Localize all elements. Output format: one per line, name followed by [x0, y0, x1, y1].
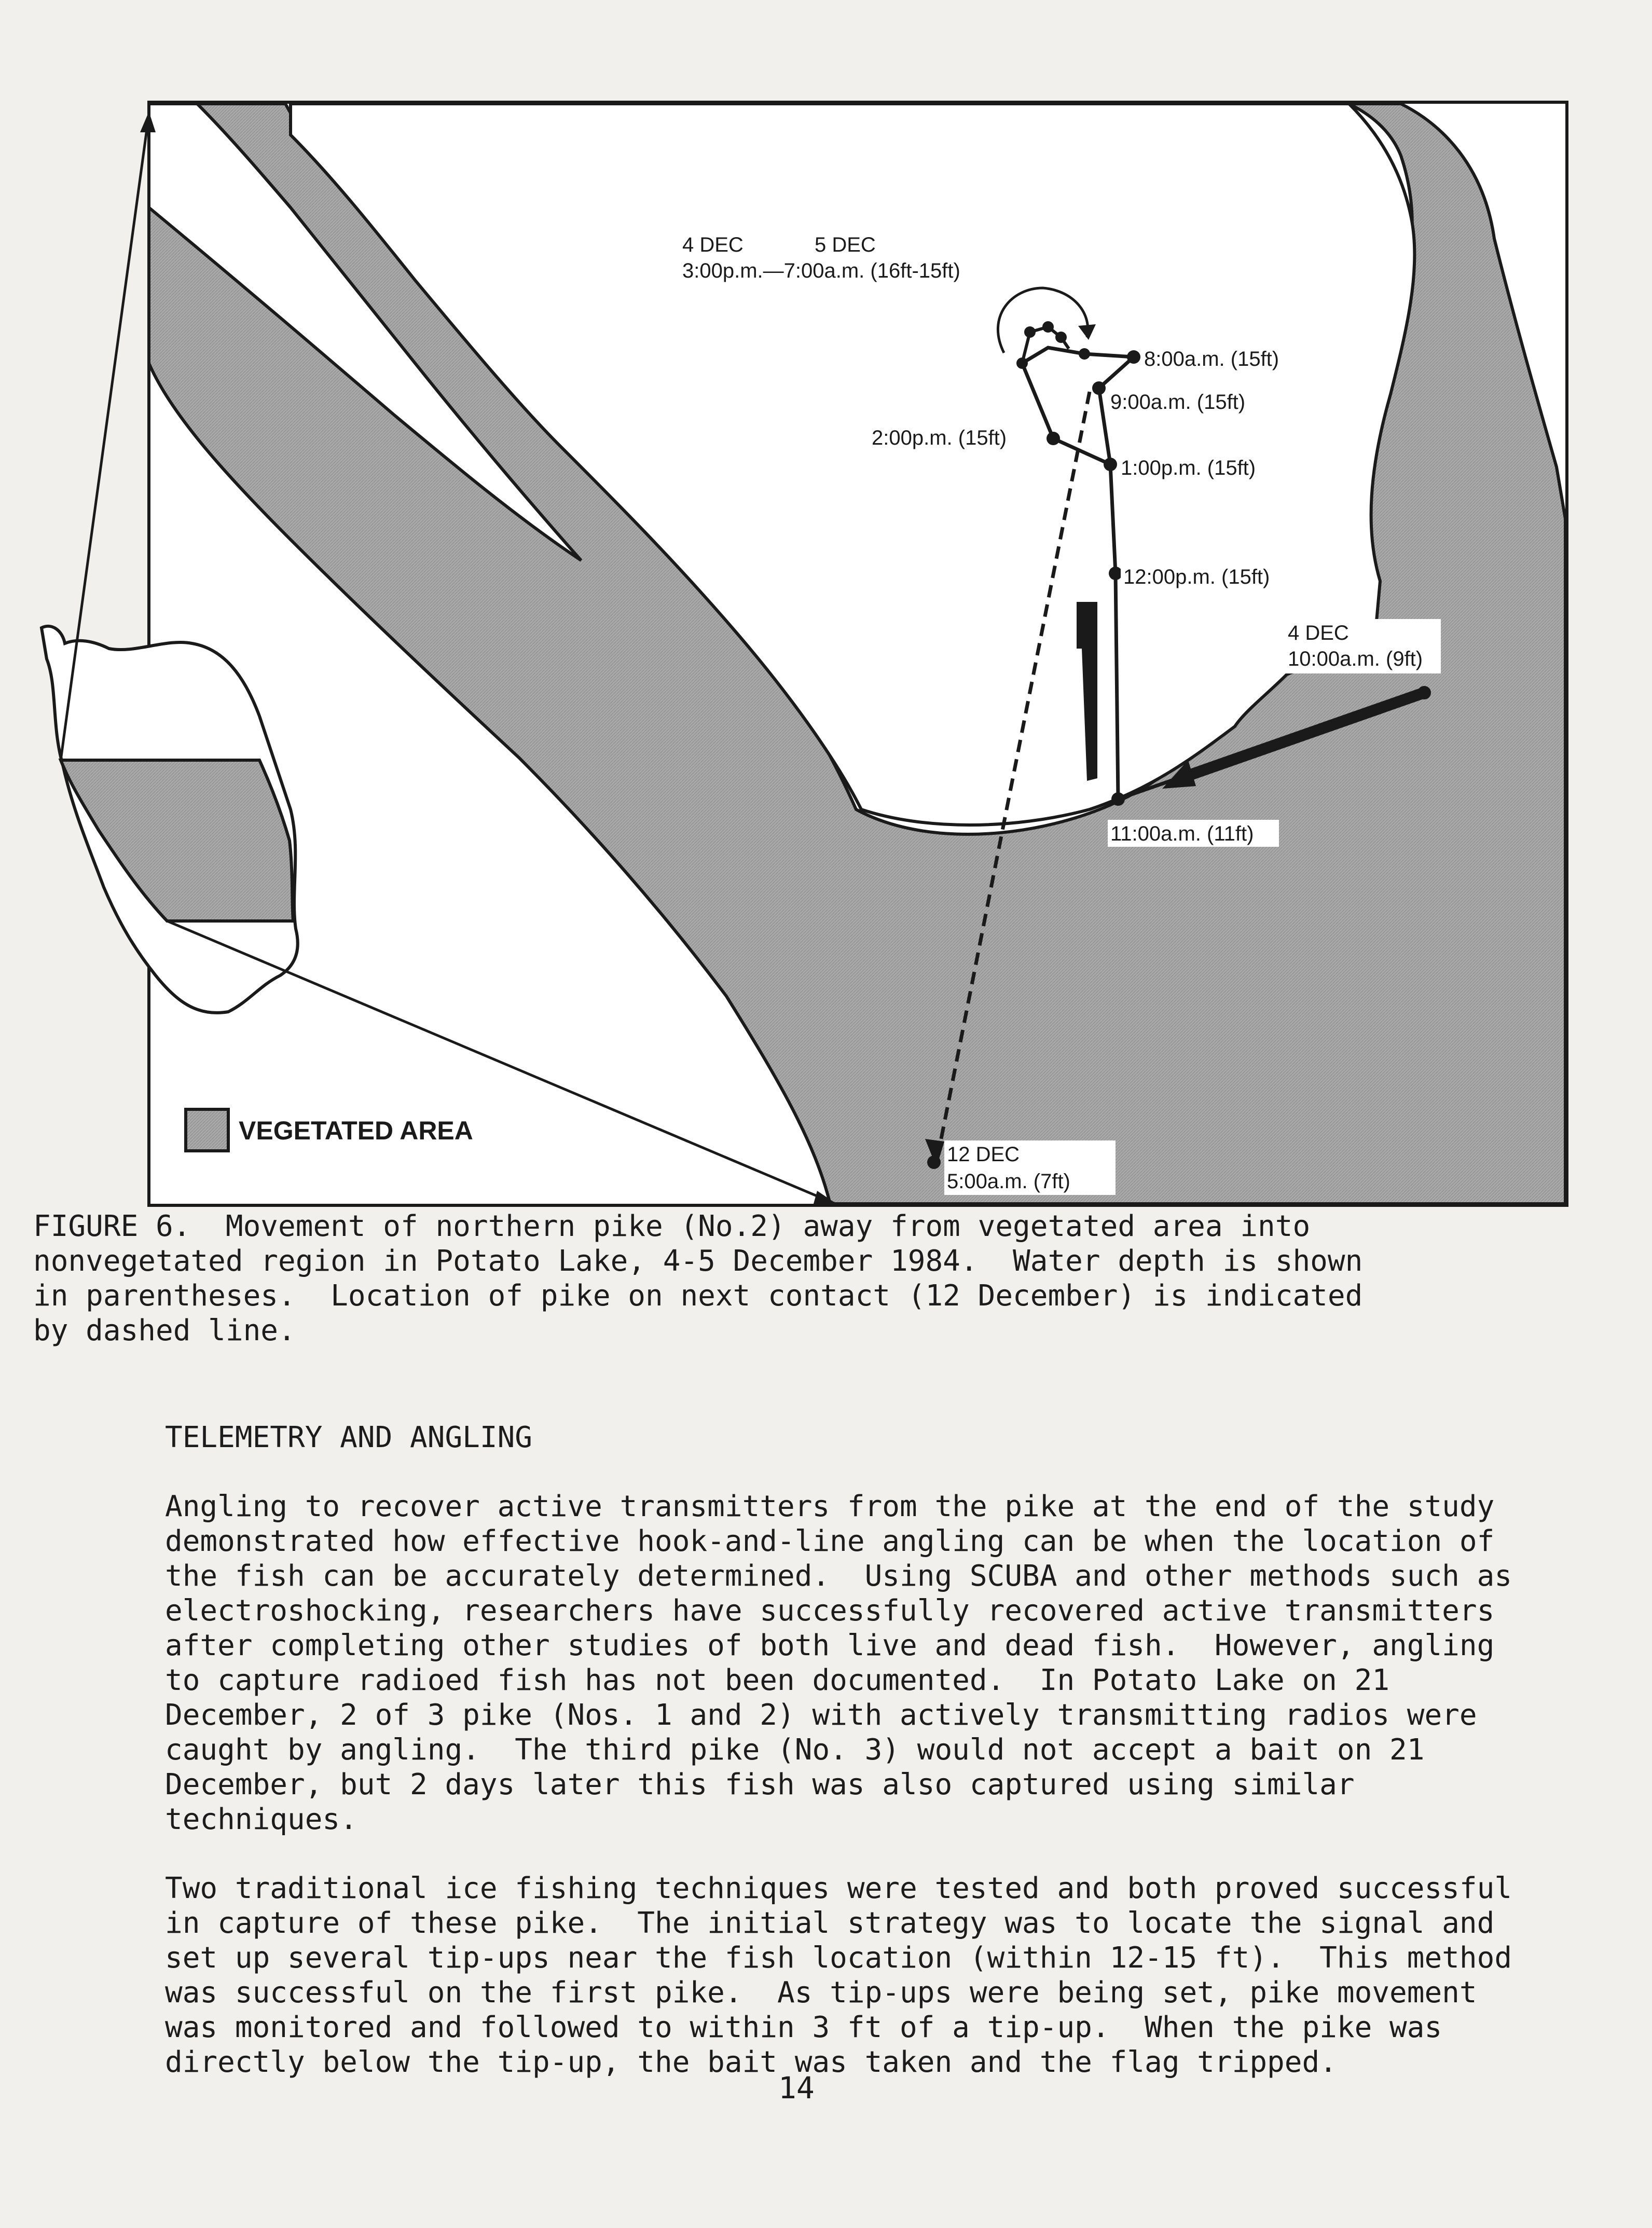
label-0900: 9:00a.m. (15ft) — [1110, 391, 1246, 414]
label-0800: 8:00a.m. (15ft) — [1144, 348, 1279, 370]
figure-caption: FIGURE 6. Movement of northern pike (No.2) away from vegetated area into nonvegetated region in Potato Lake, 4-5 December 1984. Water depth is shown in parentheses. Location of pike on next contact (12 December) is indicated by dashed line. — [33, 1209, 1363, 1347]
label-1300: 1:00p.m. (15ft) — [1121, 457, 1256, 479]
point-overnight-3 — [1042, 321, 1054, 333]
label-1200: 12:00p.m. (15ft) — [1123, 566, 1270, 588]
label-start-time: 10:00a.m. (9ft) — [1288, 648, 1423, 670]
label-dec5-top: 5 DEC — [815, 233, 876, 256]
label-overnight: 3:00p.m.—7:00a.m. (16ft-15ft) — [682, 259, 960, 282]
point-overnight-4 — [1055, 332, 1067, 343]
point-0800 — [1127, 350, 1140, 364]
point-1000 — [1417, 686, 1431, 699]
point-1100 — [1111, 792, 1125, 806]
label-start-date: 4 DEC — [1288, 622, 1349, 644]
paragraph-angling: Angling to recover active transmitters from the pike at the end of the study demonstrated how effective hook-and-line angling can be when the location of the fish can be accurately determined. Using SCUBA and other methods such as electroshocking, researchers have successfully recovered active transmitters after completing other studies of both live and dead fish. However, angling to capture radioed fish has not been documented. In Potato Lake on 21 December, 2 of 3 pike (Nos. 1 and 2) with actively transmitting radios were caught by angling. The third pike (No. 3) would not accept a bait on 21 December, but 2 days later this fish was also captured using similar techniques. — [165, 1490, 1512, 1836]
legend-label: VEGETATED AREA — [239, 1116, 473, 1145]
point-0900 — [1092, 381, 1106, 395]
point-overnight-5 — [1079, 348, 1090, 360]
label-1400: 2:00p.m. (15ft) — [872, 427, 1007, 449]
label-1100: 11:00a.m. (11ft) — [1110, 822, 1254, 845]
point-1400 — [1047, 432, 1060, 445]
point-1200 — [1109, 567, 1122, 580]
point-dec12 — [927, 1156, 941, 1169]
point-overnight-1 — [1016, 357, 1028, 369]
label-end-date: 12 DEC — [947, 1143, 1020, 1166]
paragraph-ice-fishing: Two traditional ice fishing techniques were tested and both proved successful in capture of these pike. The initial strategy was to locate the signal and set up several tip-ups near the fish location (within 12-15 ft). This method was successful on the first pike. As tip-ups were being set, pike movement was monitored and followed to within 3 ft of a tip-up. When the pike was directly below the tip-up, the bait was taken and the flag tripped. — [165, 1872, 1512, 2079]
label-dec4-top: 4 DEC — [682, 233, 744, 256]
page-number: 14 — [778, 2070, 815, 2106]
point-overnight-2 — [1024, 326, 1036, 338]
legend-swatch — [186, 1109, 228, 1151]
point-1300 — [1104, 458, 1117, 471]
label-end-time: 5:00a.m. (7ft) — [947, 1170, 1070, 1193]
section-heading: TELEMETRY AND ANGLING — [165, 1421, 533, 1454]
